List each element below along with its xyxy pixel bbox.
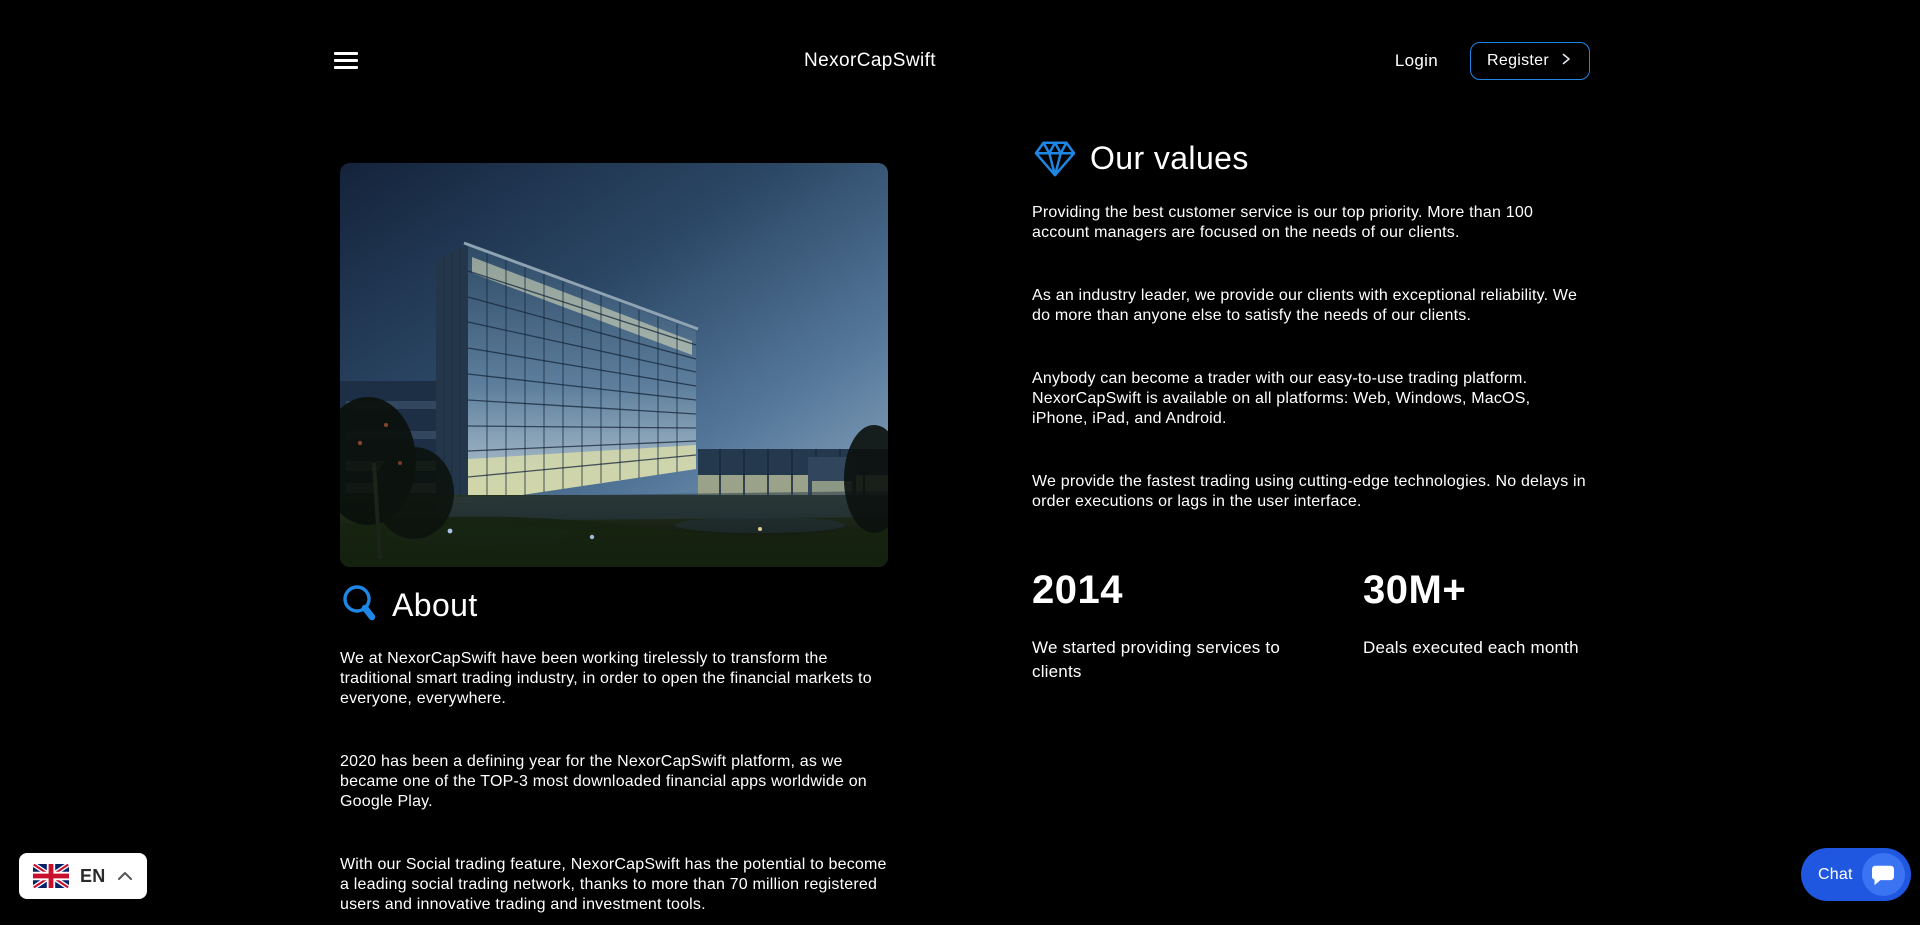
stat-founded [1032, 566, 1363, 684]
register-button[interactable] [1470, 42, 1590, 80]
about-paragraphs [340, 649, 900, 915]
uk-flag-icon [33, 863, 69, 889]
magnifier-icon [340, 583, 380, 627]
language-code: EN [80, 865, 106, 886]
chevron-up-icon [117, 871, 133, 881]
chat-button[interactable] [1801, 848, 1911, 901]
hamburger-bar [334, 59, 358, 62]
login-button[interactable]: Login [1394, 51, 1439, 70]
about-paragraph: We at NexorCapSwift have been working tirelessly to transform the traditional smart trading industry, in order to open the financial markets to everyone, everywhere. [340, 650, 872, 707]
register-button-label: Register [1487, 52, 1549, 69]
values-paragraph: We provide the fastest trading using cutting-edge technologies. No delays in order executions or lags in the user interface. [1032, 473, 1586, 510]
chat-bubble-icon [1862, 853, 1905, 896]
office-building-photo [340, 163, 888, 567]
about-heading [340, 583, 900, 627]
language-selector[interactable] [19, 853, 147, 899]
values-heading [1032, 137, 1588, 179]
values-title: Our values [1090, 139, 1249, 176]
menu-hamburger-icon[interactable] [334, 52, 358, 69]
values-section [1032, 137, 1588, 512]
stat-value: 2014 [1032, 568, 1123, 612]
chevron-right-icon [1559, 52, 1573, 71]
values-paragraph: Providing the best customer service is our top priority. More than 100 account managers are focused on the needs of our clients. [1032, 204, 1534, 241]
about-paragraph: 2020 has been a defining year for the NexorCapSwift platform, as we became one of the TOP-3 most downloaded financial apps worldwide on Google Play. [340, 753, 867, 810]
stat-value: 30M+ [1363, 568, 1467, 612]
hamburger-bar [334, 52, 358, 55]
header-actions [1395, 41, 1590, 81]
brand-logo-text[interactable]: NexorCapSwift [804, 50, 936, 71]
chat-button-label: Chat [1818, 865, 1853, 883]
values-paragraphs [1032, 203, 1588, 512]
diamond-icon [1032, 137, 1078, 179]
stat-label: Deals executed each month [1363, 638, 1579, 657]
about-section [340, 583, 900, 915]
hamburger-bar [334, 66, 358, 69]
about-paragraph: With our Social trading feature, NexorCapSwift has the potential to become a leading social trading network, thanks to more than 70 million registered users and innovative trading and investment tools. [340, 856, 887, 913]
about-title: About [392, 586, 478, 623]
stat-deals [1363, 566, 1579, 684]
stats-row [1032, 566, 1579, 684]
values-paragraph: Anybody can become a trader with our easy-to-use trading platform. NexorCapSwift is available on all platforms: Web, Windows, MacOS, iPhone, iPad, and Android. [1032, 370, 1531, 427]
values-paragraph: As an industry leader, we provide our clients with exceptional reliability. We do more than anyone else to satisfy the needs of our clients. [1032, 287, 1578, 324]
stat-label: We started providing services to clients [1032, 638, 1280, 681]
